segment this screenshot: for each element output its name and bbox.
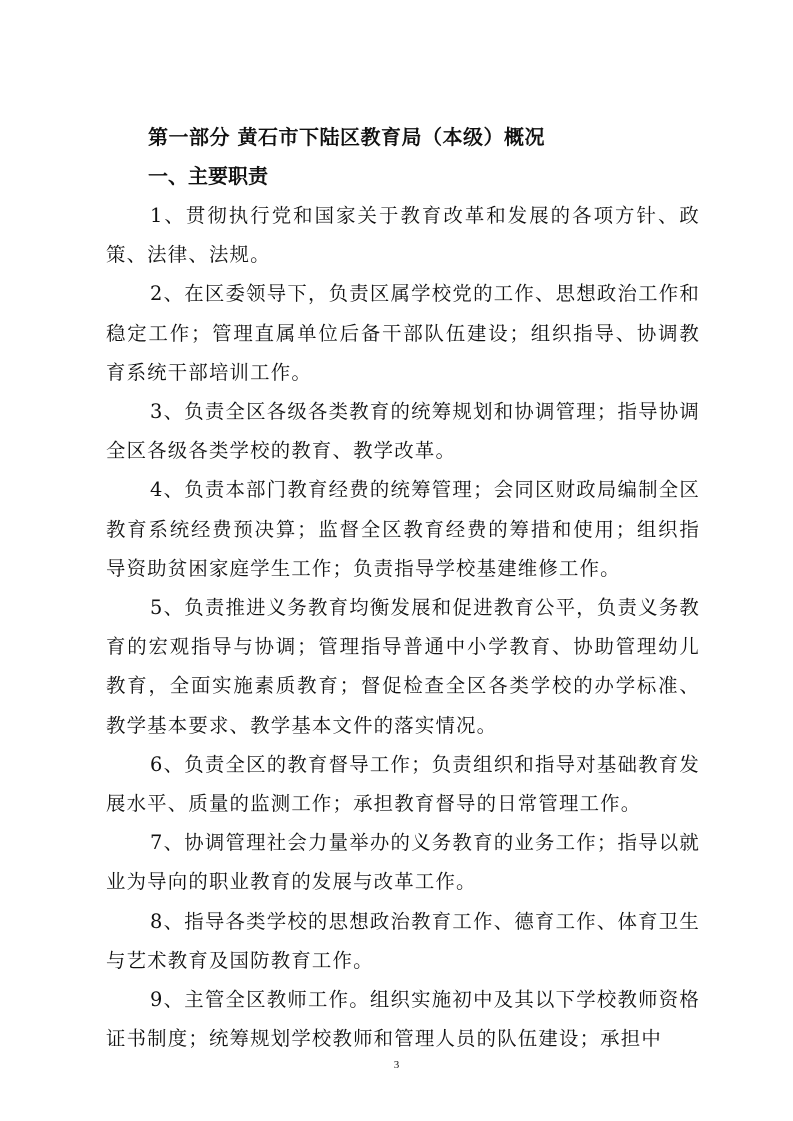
page-number: 3 [393,1059,400,1071]
duty-paragraph-3: 3、负责全区各级各类教育的统筹规划和协调管理；指导协调全区各级各类学校的教育、教学改革。 [106,400,700,463]
section-heading: 一、主要职责 [148,164,268,188]
duty-paragraph-7: 7、协调管理社会力量举办的义务教育的业务工作；指导以就业为导向的职业教育的发展与改革工作。 [106,831,700,894]
duty-paragraph-2: 2、在区委领导下，负责区属学校党的工作、思想政治工作和稳定工作；管理直属单位后备干部队伍建设；组织指导、协调教育系统干部培训工作。 [106,282,700,384]
duty-paragraph-5: 5、负责推进义务教育均衡发展和促进教育公平，负责义务教育的宏观指导与协调；管理指导普通中小学教育、协助管理幼儿教育，全面实施素质教育；督促检查全区各类学校的办学标准、教学基本要求、教学基本文件的落实情况。 [106,596,700,737]
duty-paragraph-6: 6、负责全区的教育督导工作；负责组织和指导对基础教育发展水平、质量的监测工作；承担教育督导的日常管理工作。 [106,752,700,816]
document-body [106,196,700,1058]
document-title: 第一部分 黄石市下陆区教育局（本级）概况 [148,125,545,149]
duty-paragraph-9: 9、主管全区教师工作。组织实施初中及其以下学校教师资格证书制度；统筹规划学校教师和管理人员的队伍建设；承担中 [106,988,700,1051]
duty-paragraph-8: 8、指导各类学校的思想政治教育工作、德育工作、体育卫生与艺术教育及国防教育工作。 [106,909,700,972]
duty-paragraph-1: 1、贯彻执行党和国家关于教育改革和发展的各项方针、政策、法律、法规。 [106,204,700,267]
duty-paragraph-4: 4、负责本部门教育经费的统筹管理；会同区财政局编制全区教育系统经费预决算；监督全区教育经费的筹措和使用；组织指导资助贫困家庭学生工作；负责指导学校基建维修工作。 [106,478,700,580]
